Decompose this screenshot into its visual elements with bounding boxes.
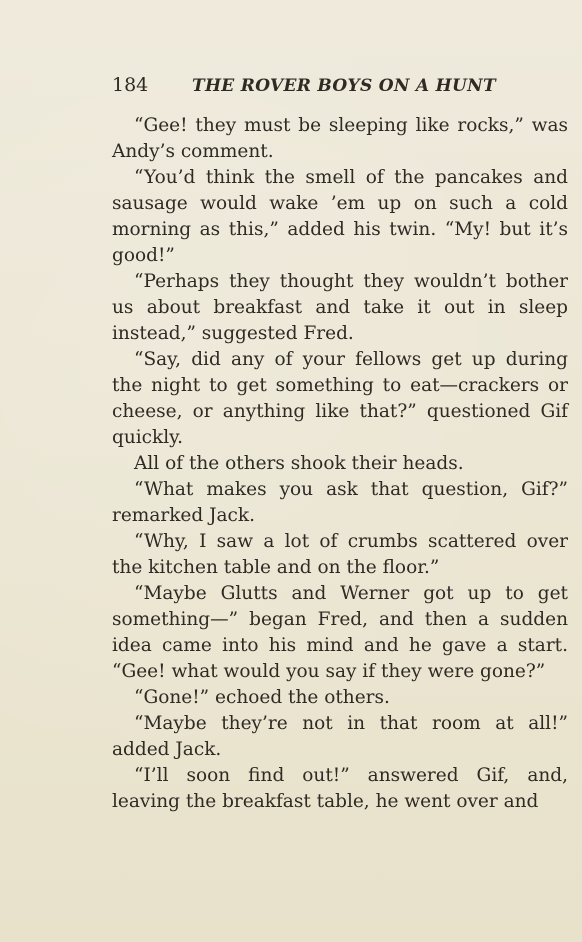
page-header [112, 74, 572, 100]
paragraph: “Perhaps they thought they wouldn’t bother us about breakfast and take it out in sleep instead,” suggested Fred. [112, 271, 568, 344]
paragraph: “Maybe they’re not in that room at all!” added Jack. [112, 713, 568, 760]
paragraph: All of the others shook their heads. [134, 453, 464, 474]
paragraph: “I’ll soon find out!” answered Gif, and, leaving the breakfast table, he went over and [112, 765, 568, 812]
page-number: 184 [112, 74, 149, 96]
page-body-text [112, 113, 568, 815]
paragraph: “What makes you ask that question, Gif?” remarked Jack. [112, 479, 568, 526]
paragraph: “Why, I saw a lot of crumbs scattered over the kitchen table and on the floor.” [112, 531, 568, 578]
paragraph: “Maybe Glutts and Werner got up to get something—” began Fred, and then a sudden idea came into his mind and he gave a start. “Gee! what would you say if they were gone?” [112, 583, 568, 682]
paragraph: “Gee! they must be sleeping like rocks,” was Andy’s comment. [112, 115, 568, 162]
paragraph: “You’d think the smell of the pancakes and sausage would wake ’em up on such a cold morning as this,” added his twin. “My! but it’s good!” [112, 167, 568, 266]
paragraph: “Say, did any of your fellows get up during the night to get something to eat—crackers or cheese, or anything like that?” questioned Gif quickly. [112, 349, 568, 448]
running-title: THE ROVER BOYS ON A HUNT [192, 76, 496, 96]
paragraph: “Gone!” echoed the others. [134, 687, 390, 708]
